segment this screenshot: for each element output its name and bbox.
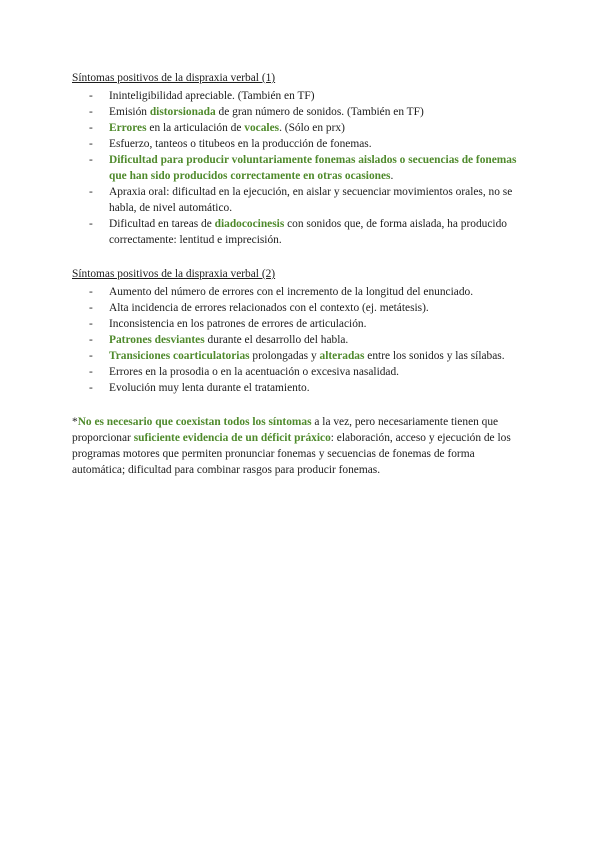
list-item xyxy=(72,104,530,120)
list-item xyxy=(72,88,530,104)
list-item xyxy=(72,316,530,332)
highlighted-text: Errores xyxy=(109,122,147,134)
list-item xyxy=(72,120,530,136)
text-segment: Alta incidencia de errores relacionados con el contexto (ej. metátesis). xyxy=(109,302,429,314)
text-segment: durante el desarrollo del habla. xyxy=(204,334,349,346)
bullet-dash: - xyxy=(89,106,93,118)
bullet-dash: - xyxy=(89,218,93,230)
text-segment: Ininteligibilidad apreciable. (También en TF) xyxy=(109,90,315,102)
bullet-dash: - xyxy=(89,366,93,378)
bullet-dash: - xyxy=(89,154,93,166)
document-content xyxy=(72,70,530,489)
section-positive-symptoms-1 xyxy=(72,70,530,248)
list-item xyxy=(72,152,530,184)
bullet-dash: - xyxy=(89,318,93,330)
list-item xyxy=(72,364,530,380)
highlighted-text: suficiente evidencia de un déficit práxico xyxy=(133,432,331,444)
bullet-dash: - xyxy=(89,350,93,362)
bullet-dash: - xyxy=(89,122,93,134)
section-positive-symptoms-2 xyxy=(72,266,530,396)
list-item xyxy=(72,332,530,348)
text-segment: Aumento del número de errores con el incremento de la longitud del enunciado. xyxy=(109,286,474,298)
symptom-list xyxy=(72,284,530,396)
text-segment: . xyxy=(390,170,394,182)
highlighted-text: distorsionada xyxy=(149,106,216,118)
text-segment: Esfuerzo, tanteos o titubeos en la producción de fonemas. xyxy=(109,138,372,150)
highlighted-text: Dificultad para producir voluntariamente fonemas aislados o secuencias de fonemas que han sido producidos correctamente en otras ocasiones xyxy=(109,154,517,182)
list-item xyxy=(72,300,530,316)
bullet-dash: - xyxy=(89,186,93,198)
text-segment: con sonidos que, de forma aislada, ha producido correctamente: lentitud e imprecisión. xyxy=(109,218,507,246)
list-item xyxy=(72,348,530,364)
text-segment: * xyxy=(72,416,78,428)
text-segment: Dificultad en tareas de xyxy=(109,218,215,230)
bullet-dash: - xyxy=(89,90,93,102)
footnote-paragraph xyxy=(72,414,530,478)
text-segment: Evolución muy lenta durante el tratamiento. xyxy=(109,382,310,394)
list-item xyxy=(72,284,530,300)
text-segment: Apraxia oral: dificultad en la ejecución, en aislar y secuenciar movimientos orales, no se habla, de nivel automático. xyxy=(109,186,513,214)
text-segment: : elaboración, acceso y ejecución de los programas motores que permiten pronunciar fonemas y secuencias de fonemas de forma automática; dificultad para combinar rasgos para producir fonemas. xyxy=(72,432,511,476)
bullet-dash: - xyxy=(89,302,93,314)
text-segment: Inconsistencia en los patrones de errores de articulación. xyxy=(109,318,367,330)
highlighted-text: Patrones desviantes xyxy=(109,334,205,346)
list-item xyxy=(72,216,530,248)
text-segment: entre los sonidos y las sílabas. xyxy=(364,350,505,362)
section-heading: Síntomas positivos de la dispraxia verbal (2) xyxy=(72,268,276,280)
text-segment: . (Sólo en prx) xyxy=(279,122,345,134)
highlighted-text: vocales xyxy=(244,122,280,134)
text-segment: Emisión xyxy=(109,106,150,118)
section-heading: Síntomas positivos de la dispraxia verbal (1) xyxy=(72,72,276,84)
text-segment: de gran número de sonidos. (También en TF) xyxy=(215,106,424,118)
list-item xyxy=(72,380,530,396)
list-item xyxy=(72,184,530,216)
text-segment: en la articulación de xyxy=(146,122,245,134)
bullet-dash: - xyxy=(89,382,93,394)
text-segment: prolongadas y xyxy=(249,350,320,362)
highlighted-text: diadococinesis xyxy=(214,218,285,230)
list-item xyxy=(72,136,530,152)
bullet-dash: - xyxy=(89,138,93,150)
text-segment: a la vez, pero necesariamente tienen que proporcionar xyxy=(72,416,499,444)
text-segment: Errores en la prosodia o en la acentuación o excesiva nasalidad. xyxy=(109,366,400,378)
highlighted-text: No es necesario que coexistan todos los síntomas xyxy=(77,416,312,428)
highlighted-text: Transiciones coarticulatorias xyxy=(109,350,250,362)
bullet-dash: - xyxy=(89,334,93,346)
highlighted-text: alteradas xyxy=(319,350,365,362)
symptom-list xyxy=(72,88,530,248)
bullet-dash: - xyxy=(89,286,93,298)
